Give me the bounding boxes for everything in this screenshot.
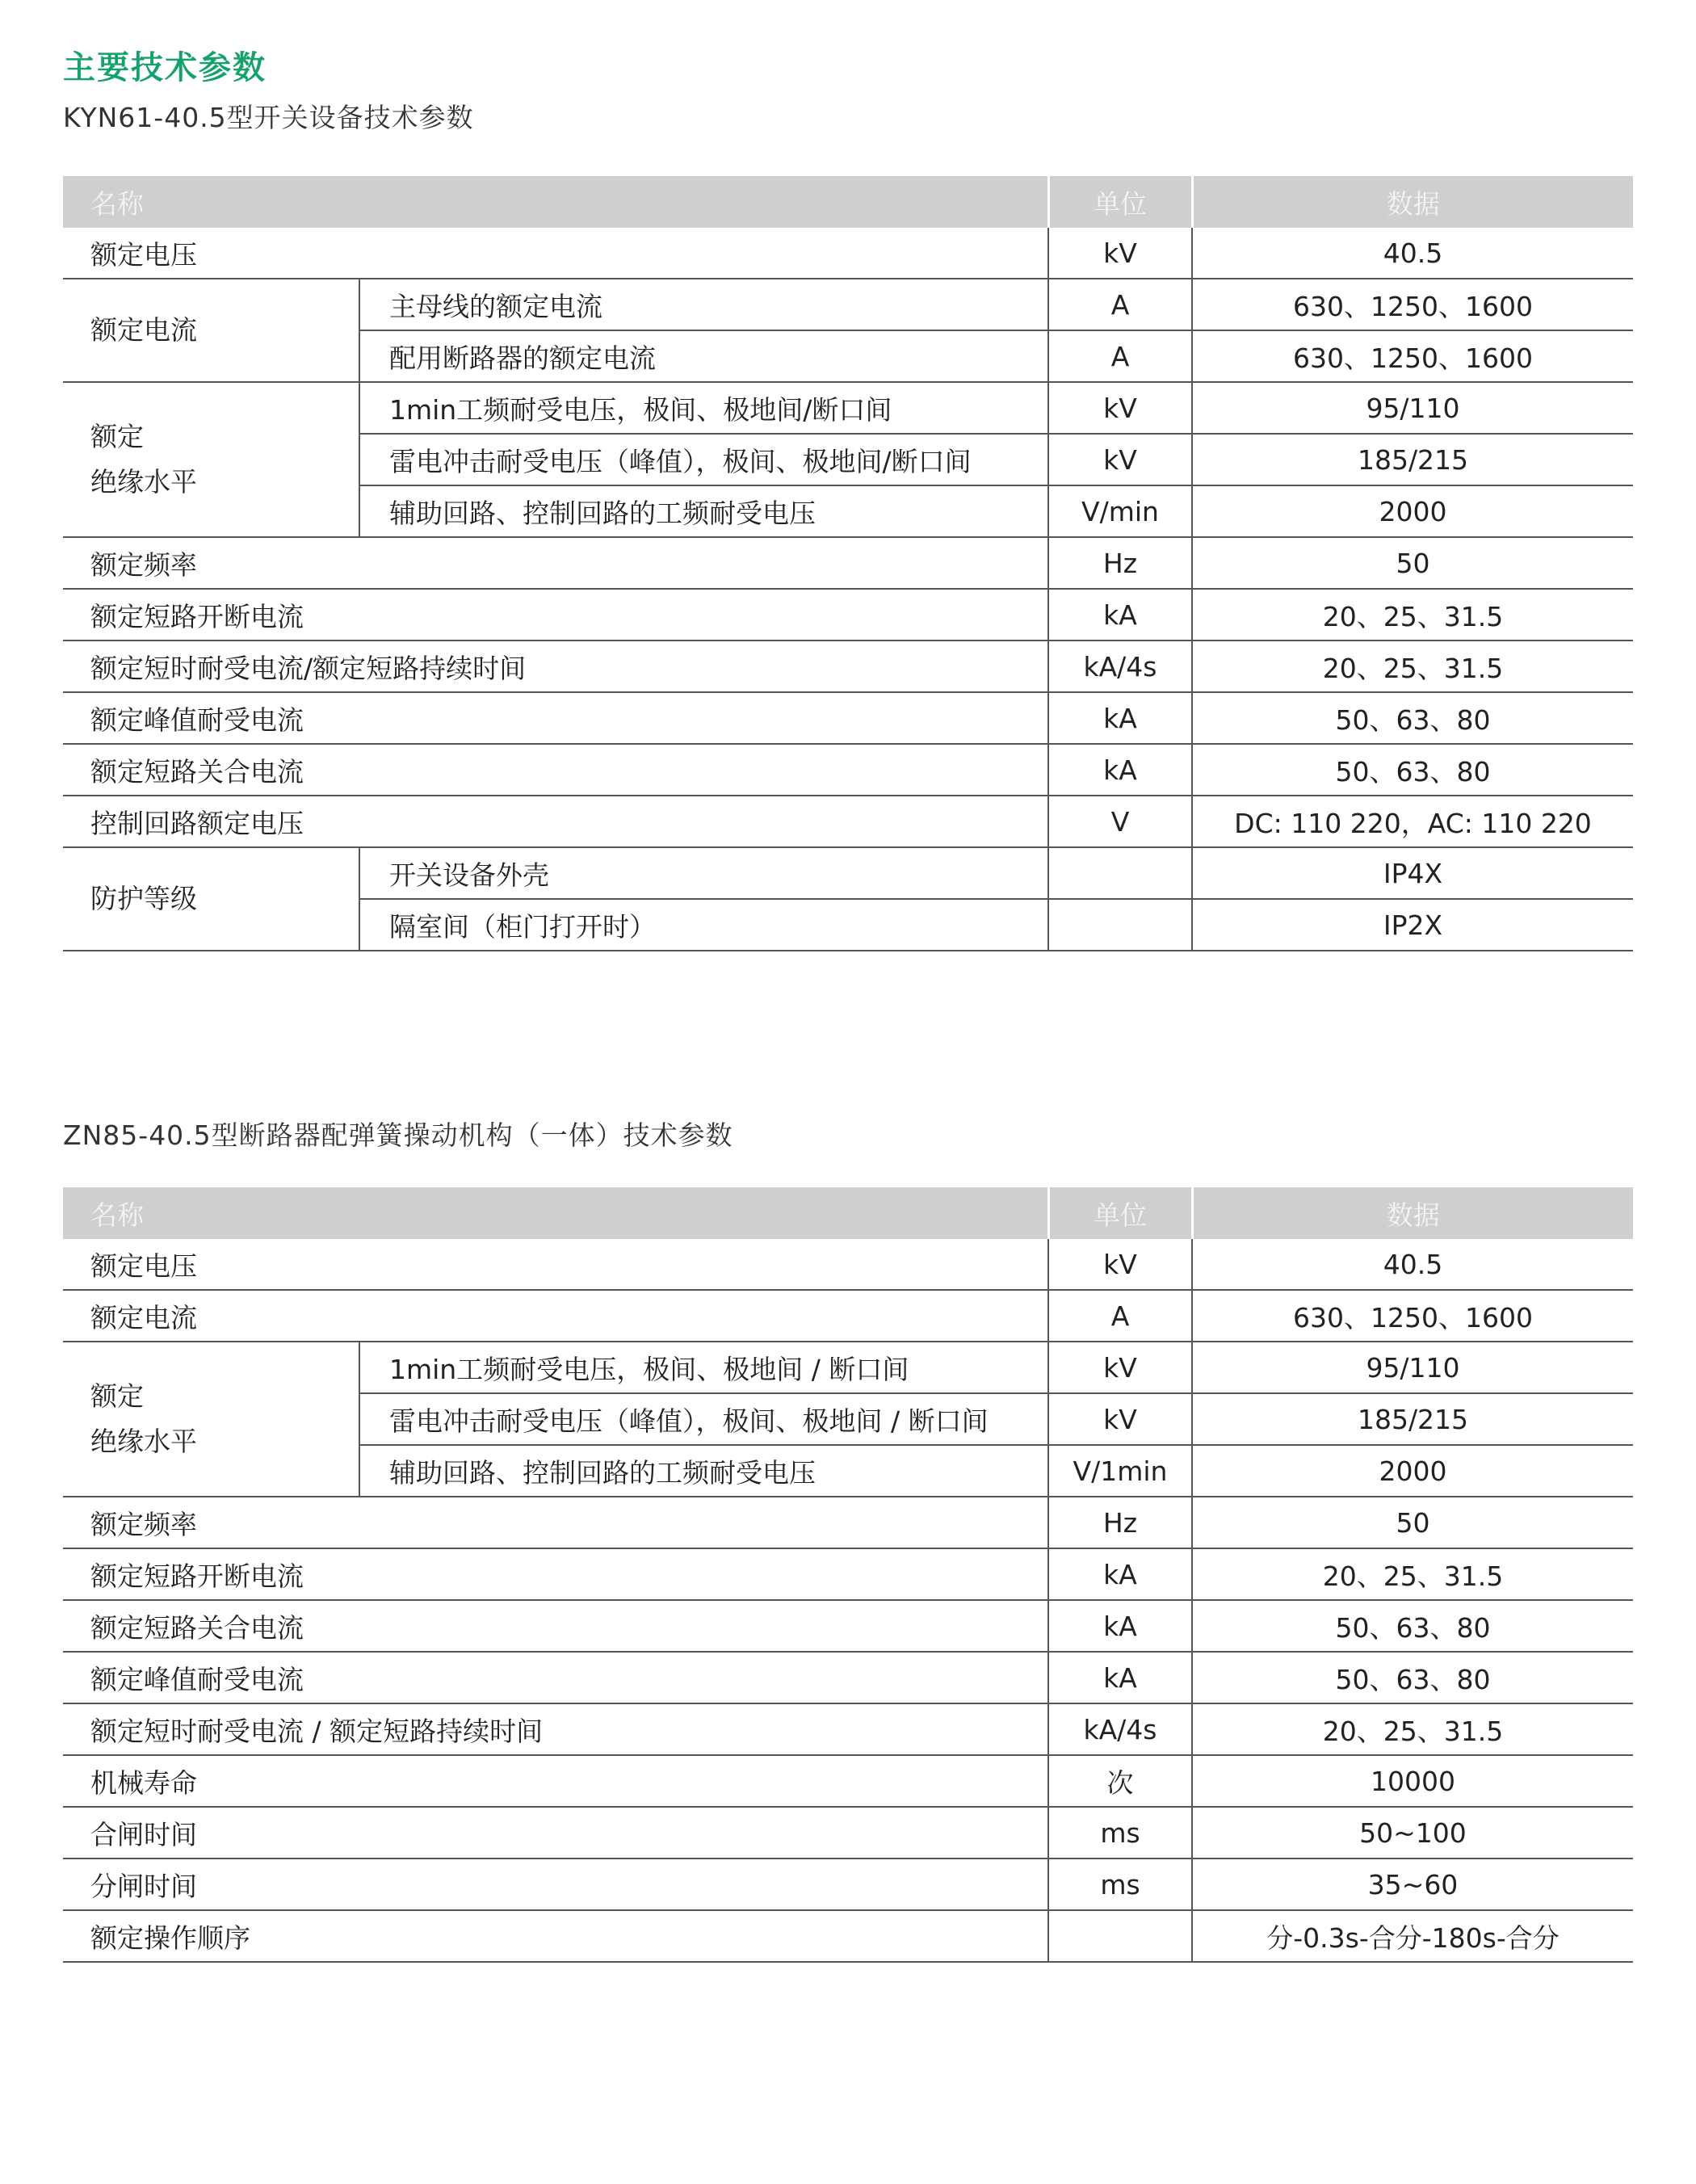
row-name: 额定操作顺序 [63,1910,1048,1962]
header-name: 名称 [63,1187,1048,1239]
row-name: 额定频率 [63,1497,1048,1548]
group-label-current: 额定电流 [63,279,359,382]
row-name: 分闸时间 [63,1858,1048,1910]
group-label-line2: 绝缘水平 [90,466,197,498]
row-name: 额定电压 [63,1239,1048,1290]
row-unit: A [1048,330,1192,382]
row-unit [1048,899,1192,951]
table1-caption: KYN61-40.5型开关设备技术参数 [63,102,474,133]
row-value: 630、1250、1600 [1192,279,1633,330]
table2-spec [63,1187,1633,1963]
row-unit: kA [1048,744,1192,796]
page-heading: 主要技术参数 [63,49,267,86]
header-value: 数据 [1192,176,1633,228]
row-value: 50、63、80 [1192,1600,1633,1652]
row-value: 20、25、31.5 [1192,589,1633,640]
table-row [63,382,1633,434]
row-value: 20、25、31.5 [1192,1703,1633,1755]
row-name: 额定电压 [63,228,1048,279]
row-value: 185/215 [1192,1393,1633,1445]
row-name: 额定短时耐受电流 / 额定短路持续时间 [63,1703,1048,1755]
row-unit: kV [1048,1393,1192,1445]
row-value: 630、1250、1600 [1192,1290,1633,1342]
table-row [63,1755,1633,1807]
row-subname: 开关设备外壳 [359,847,1048,899]
row-subname: 雷电冲击耐受电压（峰值），极间、极地间 / 断口间 [359,1393,1048,1445]
row-name: 额定短路开断电流 [63,589,1048,640]
row-unit: A [1048,279,1192,330]
row-value: 50、63、80 [1192,744,1633,796]
row-unit: kV [1048,382,1192,434]
table-row [63,1239,1633,1290]
row-name: 额定短路关合电流 [63,1600,1048,1652]
header-unit: 单位 [1048,176,1192,228]
table1-spec [63,176,1633,951]
table-row [63,640,1633,692]
row-name: 额定电流 [63,1290,1048,1342]
header-name: 名称 [63,176,1048,228]
row-unit [1048,847,1192,899]
row-value: 50~100 [1192,1807,1633,1858]
row-subname: 辅助回路、控制回路的工频耐受电压 [359,485,1048,537]
row-value: 40.5 [1192,228,1633,279]
group-label-insulation [63,1342,359,1497]
row-subname: 1min工频耐受电压，极间、极地间/断口间 [359,382,1048,434]
table-row [63,1652,1633,1703]
table-row [63,1703,1633,1755]
row-subname: 1min工频耐受电压，极间、极地间 / 断口间 [359,1342,1048,1393]
row-unit: V/min [1048,485,1192,537]
row-value: 50、63、80 [1192,1652,1633,1703]
table-row [63,1290,1633,1342]
table-row [63,692,1633,744]
table-row [63,1497,1633,1548]
row-unit: ms [1048,1807,1192,1858]
row-name: 额定峰值耐受电流 [63,1652,1048,1703]
table-row [63,744,1633,796]
table-row [63,1600,1633,1652]
row-value: 分-0.3s-合分-180s-合分 [1192,1910,1633,1962]
table-row [63,1342,1633,1393]
table-row [63,537,1633,589]
row-unit: kA [1048,1652,1192,1703]
table-row [63,1910,1633,1962]
row-value: 185/215 [1192,434,1633,485]
row-value: 50、63、80 [1192,692,1633,744]
table-header-row [63,176,1633,228]
row-unit: kV [1048,1239,1192,1290]
row-unit: A [1048,1290,1192,1342]
row-value: 95/110 [1192,382,1633,434]
table-row [63,796,1633,847]
row-value: 35~60 [1192,1858,1633,1910]
row-name: 额定短路开断电流 [63,1548,1048,1600]
row-unit: 次 [1048,1755,1192,1807]
row-name: 机械寿命 [63,1755,1048,1807]
row-value: 2000 [1192,1445,1633,1497]
row-unit: Hz [1048,537,1192,589]
table-row [63,1807,1633,1858]
header-unit: 单位 [1048,1187,1192,1239]
row-subname: 隔室间（柜门打开时） [359,899,1048,951]
row-unit: Hz [1048,1497,1192,1548]
row-name: 额定短时耐受电流/额定短路持续时间 [63,640,1048,692]
header-value: 数据 [1192,1187,1633,1239]
group-label-insulation [63,382,359,537]
row-value: 20、25、31.5 [1192,640,1633,692]
group-label-line2: 绝缘水平 [90,1426,197,1457]
row-unit: V/1min [1048,1445,1192,1497]
row-value: 20、25、31.5 [1192,1548,1633,1600]
row-unit: kV [1048,1342,1192,1393]
row-value: 10000 [1192,1755,1633,1807]
row-subname: 配用断路器的额定电流 [359,330,1048,382]
row-unit: kA [1048,692,1192,744]
row-unit: kA [1048,1600,1192,1652]
row-name: 额定短路关合电流 [63,744,1048,796]
row-value: 2000 [1192,485,1633,537]
table-row [63,279,1633,330]
row-subname: 辅助回路、控制回路的工频耐受电压 [359,1445,1048,1497]
row-name: 额定频率 [63,537,1048,589]
group-label-line1: 额定 [90,421,144,452]
row-unit [1048,1910,1192,1962]
row-unit: V [1048,796,1192,847]
row-value: DC: 110 220，AC: 110 220 [1192,796,1633,847]
row-name: 合闸时间 [63,1807,1048,1858]
group-label-protection: 防护等级 [63,847,359,951]
table-row [63,847,1633,899]
row-unit: kA/4s [1048,640,1192,692]
row-unit: kV [1048,228,1192,279]
table-header-row [63,1187,1633,1239]
row-unit: ms [1048,1858,1192,1910]
row-subname: 主母线的额定电流 [359,279,1048,330]
row-value: 50 [1192,537,1633,589]
row-subname: 雷电冲击耐受电压（峰值），极间、极地间/断口间 [359,434,1048,485]
row-value: 40.5 [1192,1239,1633,1290]
row-unit: kA/4s [1048,1703,1192,1755]
row-value: IP4X [1192,847,1633,899]
table2-caption: ZN85-40.5型断路器配弹簧操动机构（一体）技术参数 [63,1119,733,1151]
row-value: IP2X [1192,899,1633,951]
row-value: 630、1250、1600 [1192,330,1633,382]
row-unit: kA [1048,589,1192,640]
row-value: 50 [1192,1497,1633,1548]
group-label-line1: 额定 [90,1380,144,1412]
table-row [63,228,1633,279]
row-name: 控制回路额定电压 [63,796,1048,847]
row-unit: kA [1048,1548,1192,1600]
row-name: 额定峰值耐受电流 [63,692,1048,744]
row-value: 95/110 [1192,1342,1633,1393]
table-row [63,1548,1633,1600]
row-unit: kV [1048,434,1192,485]
table-row [63,1858,1633,1910]
table-row [63,589,1633,640]
